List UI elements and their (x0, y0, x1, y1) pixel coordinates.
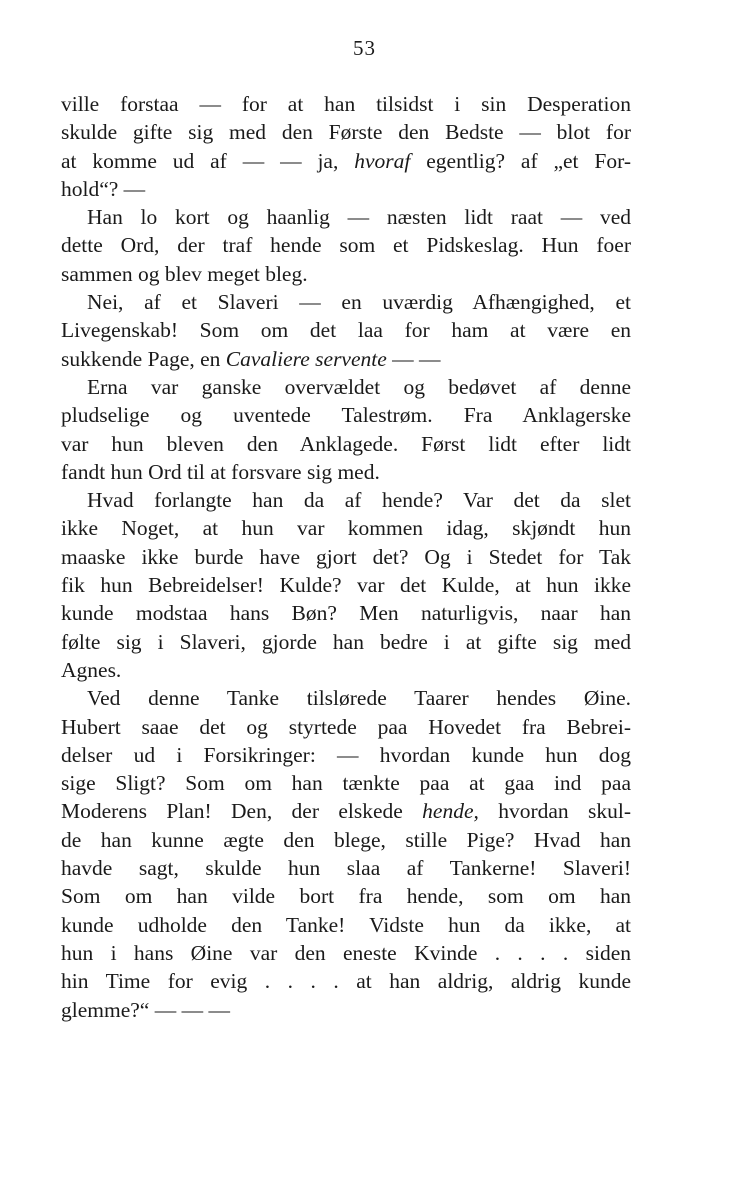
text-line (61, 147, 631, 175)
italic-phrase: hvoraf (354, 148, 411, 173)
italic-phrase: Cavaliere servente (225, 346, 387, 371)
text-line: følte sig i Slaveri, gjorde han bedre i at gifte sig med (61, 629, 631, 654)
text-line: pludselige og uventede Talestrøm. Fra Anklagerske (61, 403, 631, 428)
text-line: kunde modstaa hans Bøn? Men naturligvis, naar han (61, 601, 631, 626)
text-line: Agnes. (61, 657, 122, 682)
text-segment: hvordan skul- (478, 799, 631, 824)
text-line: delser ud i Forsikringer: — hvordan kunde hun dog (61, 742, 631, 767)
text-segment: at komme ud af — — ja, (61, 148, 355, 173)
text-line: maaske ikke burde have gjort det? Og i Stedet for Tak (61, 544, 631, 569)
text-segment: Moderens Plan! Den, der elskede (61, 799, 423, 824)
text-line: Ved denne Tanke tilslørede Taarer hendes Øine. (87, 686, 631, 711)
text-line: sammen og blev meget bleg. (61, 261, 308, 286)
text-line (61, 345, 631, 373)
text-segment: egentlig? af „et For- (410, 148, 632, 173)
italic-phrase: hende, (422, 799, 479, 824)
text-line: fik hun Bebreidelser! Kulde? var det Kulde, at hun ikke (61, 573, 631, 598)
text-line: ikke Noget, at hun var kommen idag, skjøndt hun (61, 516, 631, 541)
text-line: Nei, af et Slaveri — en uværdig Afhængighed, et (87, 290, 631, 315)
body-text (61, 90, 631, 1024)
text-line: var hun bleven den Anklagede. Først lidt efter lidt (61, 431, 631, 456)
text-line: ville forstaa — for at han tilsidst i sin Desperation (61, 92, 631, 116)
text-line: fandt hun Ord til at forsvare sig med. (61, 459, 380, 484)
text-line: kunde udholde den Tanke! Vidste hun da ikke, at (61, 912, 631, 937)
text-line: Som om han vilde bort fra hende, som om han (61, 884, 631, 909)
text-line: Hvad forlangte han da af hende? Var det da slet (87, 488, 631, 513)
text-line: sige Sligt? Som om han tænkte paa at gaa ind paa (61, 771, 631, 796)
text-line: de han kunne ægte den blege, stille Pige? Hvad han (61, 827, 631, 852)
text-line: havde sagt, skulde hun slaa af Tankerne! Slaveri! (61, 856, 631, 881)
text-line: dette Ord, der traf hende som et Pidskeslag. Hun foer (61, 233, 631, 258)
text-line (61, 797, 631, 825)
text-line: Han lo kort og haanlig — næsten lidt raat — ved (87, 205, 631, 230)
text-line: hin Time for evig . . . . at han aldrig, aldrig kunde (61, 969, 631, 994)
text-line: hun i hans Øine var den eneste Kvinde . . . . siden (61, 940, 631, 965)
text-line: Hubert saae det og styrtede paa Hovedet fra Bebrei- (61, 714, 631, 739)
text-segment: — — (386, 346, 441, 371)
text-line: glemme?“ — — — (61, 997, 230, 1022)
text-line: skulde gifte sig med den Første den Bedste — blot for (61, 120, 631, 145)
text-segment: sukkende Page, en (61, 346, 226, 371)
text-line: Erna var ganske overvældet og bedøvet af denne (87, 374, 631, 399)
page-number: 53 (353, 36, 376, 60)
text-line: hold“? — (61, 176, 146, 201)
text-line: Livegenskab! Som om det laa for ham at være en (61, 318, 631, 343)
